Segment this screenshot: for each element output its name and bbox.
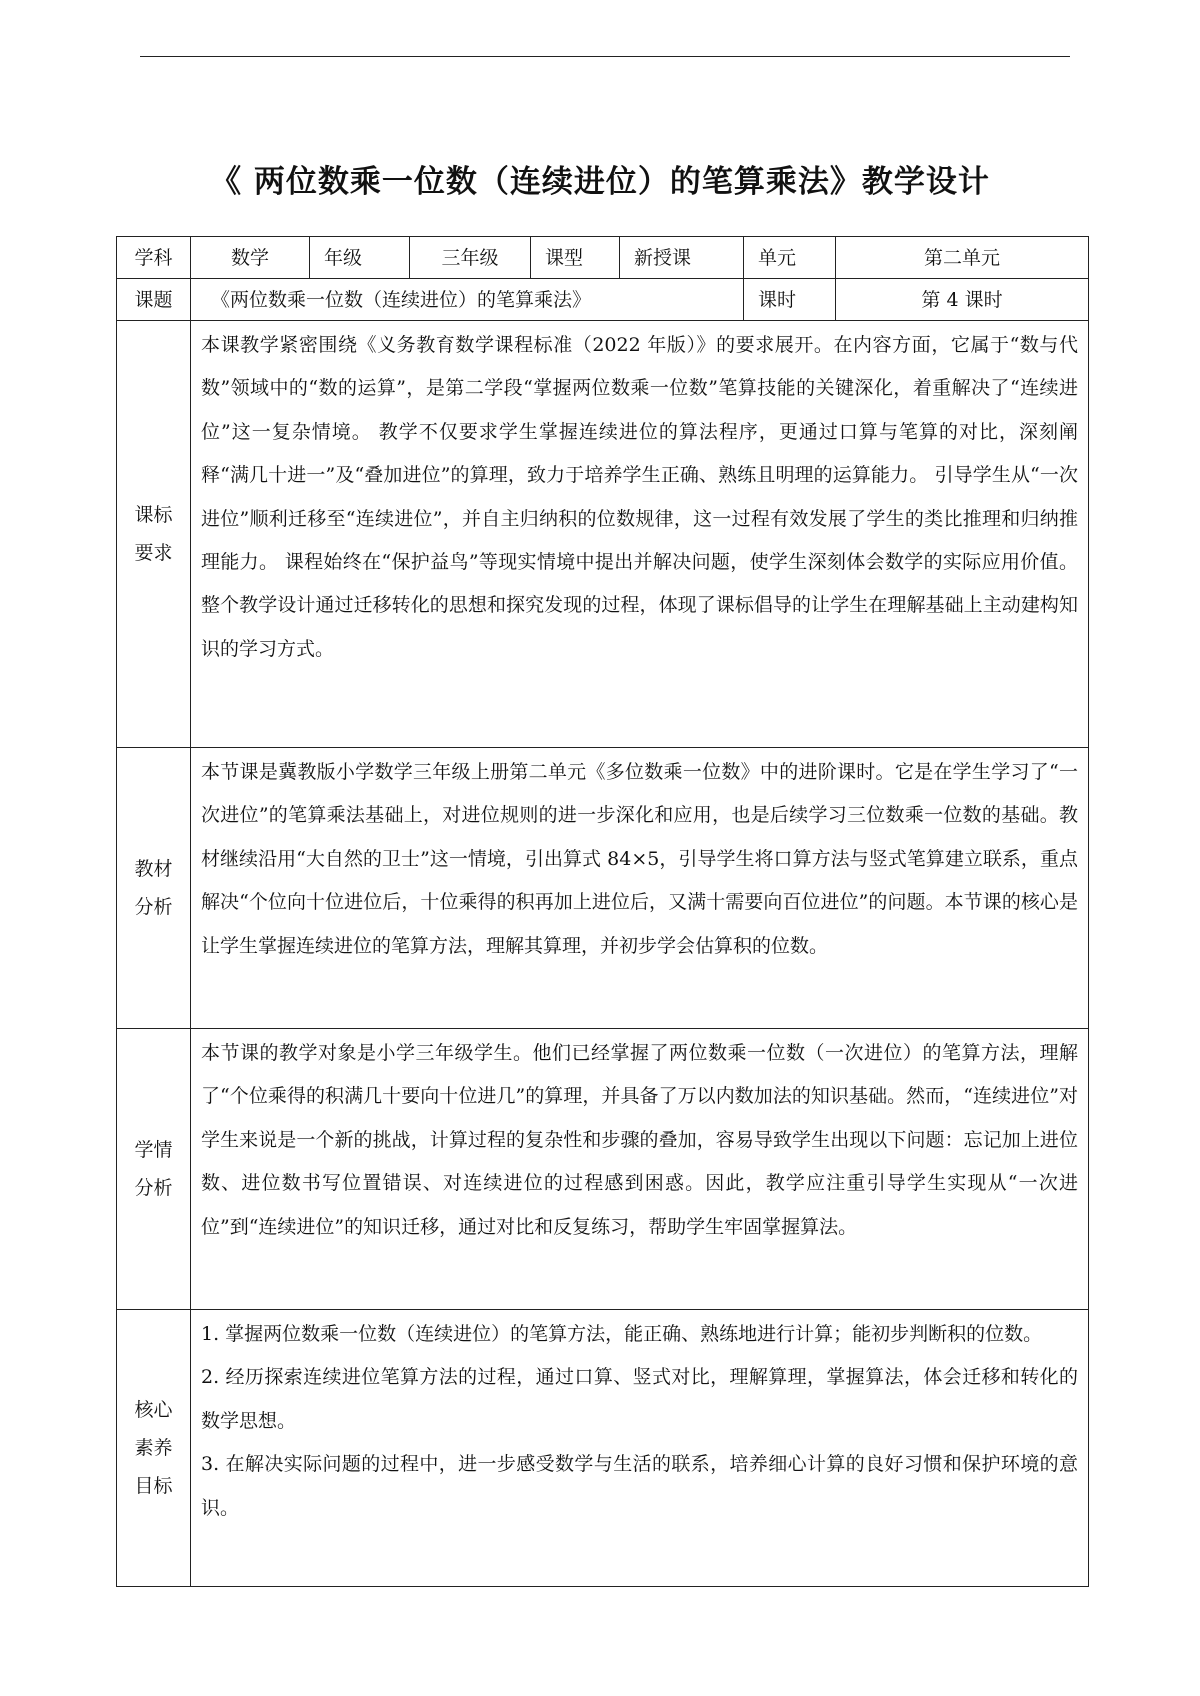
goal-item-3: 3. 在解决实际问题的过程中，进一步感受数学与生活的联系，培养细心计算的良好习惯和保护环境的意识。 (201, 1453, 1078, 1519)
subject-label: 学科 (117, 237, 191, 279)
type-label: 课型 (531, 237, 620, 279)
subject-value: 数学 (191, 237, 310, 279)
students-row (117, 1029, 1089, 1310)
goals-label-line-1: 核心 (134, 1399, 173, 1421)
standards-label (117, 321, 191, 748)
info-row-2 (117, 279, 1089, 321)
header-rule (140, 56, 1070, 57)
textbook-row (117, 748, 1089, 1029)
students-text (191, 1029, 1089, 1310)
students-label-line-1: 学情 (134, 1139, 173, 1161)
standards-row (117, 321, 1089, 748)
textbook-label-line-1: 教材 (134, 858, 173, 880)
period-label: 课时 (744, 279, 836, 321)
textbook-label-line-2: 分析 (134, 896, 173, 918)
textbook-label (117, 748, 191, 1029)
standards-label-line-2: 要求 (134, 542, 173, 564)
type-value: 新授课 (620, 237, 744, 279)
students-label (117, 1029, 191, 1310)
unit-value: 第二单元 (836, 237, 1089, 279)
grade-value: 三年级 (410, 237, 531, 279)
info-row-1 (117, 237, 1089, 279)
goal-item-1: 1. 掌握两位数乘一位数（连续进位）的笔算方法，能正确、熟练地进行计算；能初步判断积的位数。 (201, 1323, 1043, 1345)
goals-label (117, 1310, 191, 1587)
standards-text (191, 321, 1089, 748)
textbook-text (191, 748, 1089, 1029)
standards-paragraph: 本课教学紧密围绕《义务教育数学课程标准（2022 年版）》的要求展开。在内容方面，它属于“数与代数”领域中的“数的运算”，是第二学段“掌握两位数乘一位数”笔算技能的关键深化，着重解决了“连续进位”这一复杂情境。 教学不仅要求学生掌握连续进位的算法程序，更通过口算与笔算的对比，深刻阐释“满几十进一”及“叠加进位”的算理，致力于培养学生正确、熟练且明理的运算能力。 引导学生从“一次进位”顺利迁移至“连续进位”，并自主归纳积的位数规律，这一过程有效发展了学生的类比推理和归纳推理能力。 课程始终在“保护益鸟”等现实情境中提出并解决问题，使学生深刻体会数学的实际应用价值。 整个教学设计通过迁移转化的思想和探究发现的过程，体现了课标倡导的让学生在理解基础上主动建构知识的学习方式。 (201, 334, 1078, 660)
textbook-paragraph: 本节课是冀教版小学数学三年级上册第二单元《多位数乘一位数》中的进阶课时。它是在学生学习了“一次进位”的笔算乘法基础上，对进位规则的进一步深化和应用，也是后续学习三位数乘一位数的基础。教材继续沿用“大自然的卫士”这一情境，引出算式 84×5，引导学生将口算方法与竖式笔算建立联系，重点解决“个位向十位进位后，十位乘得的积再加上进位后，又满十需要向百位进位”的问题。本节课的核心是让学生掌握连续进位的笔算方法，理解其算理，并初步学会估算积的位数。 (201, 761, 1078, 957)
period-value: 第 4 课时 (836, 279, 1089, 321)
goals-text (191, 1310, 1089, 1587)
standards-label-line-1: 课标 (134, 504, 173, 526)
goal-item-2: 2. 经历探索连续进位笔算方法的过程，通过口算、竖式对比，理解算理，掌握算法，体会迁移和转化的数学思想。 (201, 1366, 1078, 1432)
grade-label: 年级 (310, 237, 410, 279)
unit-label: 单元 (744, 237, 836, 279)
lesson-plan-table (116, 236, 1089, 1587)
topic-label: 课题 (117, 279, 191, 321)
page-title: 《 两位数乘一位数（连续进位）的笔算乘法》教学设计 (210, 164, 990, 200)
goals-label-line-2: 素养 (134, 1437, 173, 1459)
goals-row (117, 1310, 1089, 1587)
students-paragraph: 本节课的教学对象是小学三年级学生。他们已经掌握了两位数乘一位数（一次进位）的笔算方法，理解了“个位乘得的积满几十要向十位进几”的算理，并具备了万以内数加法的知识基础。然而，“连续进位”对学生来说是一个新的挑战，计算过程的复杂性和步骤的叠加，容易导致学生出现以下问题：忘记加上进位数、进位数书写位置错误、对连续进位的过程感到困惑。因此，教学应注重引导学生实现从“一次进位”到“连续进位”的知识迁移，通过对比和反复练习，帮助学生牢固掌握算法。 (201, 1042, 1078, 1238)
goals-label-line-3: 目标 (134, 1475, 173, 1497)
topic-value: 《两位数乘一位数（连续进位）的笔算乘法》 (191, 279, 744, 321)
students-label-line-2: 分析 (134, 1177, 173, 1199)
